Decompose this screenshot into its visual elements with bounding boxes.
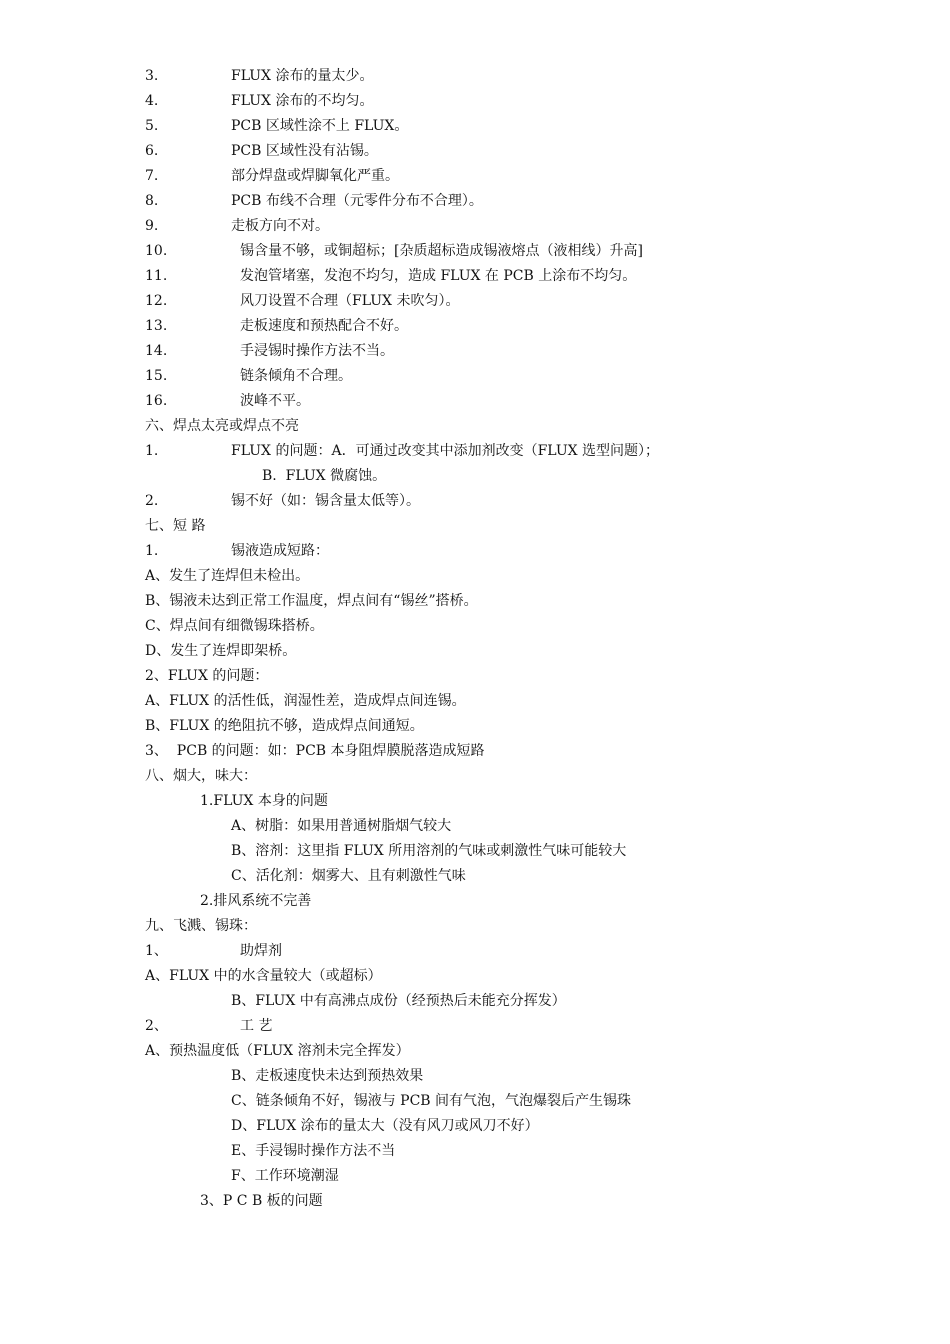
list-number: 16.	[145, 393, 168, 409]
section-heading: 九、飞溅、锡珠：	[145, 918, 257, 934]
list-number: 7.	[145, 168, 159, 184]
list-subitem-text: A、树脂：如果用普通树脂烟气较大	[231, 818, 452, 834]
list-number: 11.	[145, 268, 168, 284]
list-item-text: 发泡管堵塞，发泡不均匀，造成 FLUX 在 PCB 上涂布不均匀。	[240, 268, 637, 284]
list-item-text: 3、P C B 板的问题	[200, 1193, 323, 1209]
list-number: 1.	[145, 543, 159, 559]
list-number: 3.	[145, 68, 159, 84]
list-subitem-text: F、工作环境潮湿	[231, 1168, 339, 1184]
list-number: 6.	[145, 143, 159, 159]
list-subitem-text: D、FLUX 涂布的量太大（没有风刀或风刀不好）	[231, 1118, 539, 1134]
list-number: 2.	[145, 493, 159, 509]
list-subitem-text: C、焊点间有细微锡珠搭桥。	[145, 618, 324, 634]
list-number: 2、	[145, 1018, 168, 1034]
list-subitem-text: A、预热温度低（FLUX 溶剂未完全挥发）	[145, 1043, 410, 1059]
list-item-text: PCB 区域性没有沾锡。	[231, 143, 378, 159]
list-item-text: FLUX 涂布的不均匀。	[231, 93, 374, 109]
list-number: 8.	[145, 193, 159, 209]
list-item-text: 锡含量不够，或铜超标；[杂质超标造成锡液熔点（液相线）升高]	[240, 243, 643, 259]
list-item-text: 工 艺	[240, 1018, 273, 1034]
list-number: 12.	[145, 293, 168, 309]
list-subitem-text: B、溶剂：这里指 FLUX 所用溶剂的气味或刺激性气味可能较大	[231, 843, 627, 859]
list-subitem-text: B、锡液未达到正常工作温度，焊点间有“锡丝”搭桥。	[145, 593, 478, 609]
list-subitem-text: D、发生了连焊即架桥。	[145, 643, 297, 659]
list-number: 9.	[145, 218, 159, 234]
list-subitem-text: B. FLUX 微腐蚀。	[262, 468, 387, 484]
list-subitem-text: C、活化剂：烟雾大、且有刺激性气味	[231, 868, 466, 884]
list-item-text: 走板速度和预热配合不好。	[240, 318, 408, 334]
section-heading: 六、焊点太亮或焊点不亮	[145, 418, 299, 434]
list-item-text: PCB 布线不合理（元零件分布不合理）。	[231, 193, 483, 209]
list-item-text: 走板方向不对。	[231, 218, 329, 234]
list-item-text: 1.FLUX 本身的问题	[200, 793, 328, 809]
list-number: 1.	[145, 443, 159, 459]
list-item-text: 锡不好（如：锡含量太低等）。	[231, 493, 420, 509]
list-subitem-text: B、FLUX 的绝阻抗不够，造成焊点间通短。	[145, 718, 424, 734]
list-item-text: PCB 区域性涂不上 FLUX。	[231, 118, 409, 134]
list-item-text: 手浸锡时操作方法不当。	[240, 343, 394, 359]
section-heading: 八、烟大，味大：	[145, 768, 257, 784]
list-subitem-text: E、手浸锡时操作方法不当	[231, 1143, 396, 1159]
list-number: 5.	[145, 118, 159, 134]
list-item-text: FLUX 涂布的量太少。	[231, 68, 374, 84]
list-number: 13.	[145, 318, 168, 334]
list-subitem-text: B、FLUX 中有高沸点成份（经预热后未能充分挥发）	[231, 993, 566, 1009]
list-number: 10.	[145, 243, 168, 259]
list-item-text: 3、 PCB 的问题：如：PCB 本身阻焊膜脱落造成短路	[145, 743, 485, 759]
list-number: 1、	[145, 943, 168, 959]
list-item-text: FLUX 的问题：A．可通过改变其中添加剂改变（FLUX 选型问题）；	[231, 443, 660, 459]
list-number: 15.	[145, 368, 168, 384]
list-item-text: 链条倾角不合理。	[240, 368, 352, 384]
list-number: 14.	[145, 343, 168, 359]
list-item-text: 2.排风系统不完善	[200, 893, 312, 909]
list-item-text: 2、FLUX 的问题：	[145, 668, 269, 684]
list-subitem-text: C、链条倾角不好，锡液与 PCB 间有气泡，气泡爆裂后产生锡珠	[231, 1093, 632, 1109]
list-subitem-text: A、FLUX 中的水含量较大（或超标）	[145, 968, 382, 984]
list-item-text: 部分焊盘或焊脚氧化严重。	[231, 168, 399, 184]
list-subitem-text: A、发生了连焊但未检出。	[145, 568, 310, 584]
list-subitem-text: B、走板速度快未达到预热效果	[231, 1068, 424, 1084]
list-item-text: 锡液造成短路：	[231, 543, 329, 559]
list-item-text: 风刀设置不合理（FLUX 未吹匀）。	[240, 293, 460, 309]
list-subitem-text: A、FLUX 的活性低，润湿性差，造成焊点间连锡。	[145, 693, 466, 709]
list-number: 4.	[145, 93, 159, 109]
list-item-text: 助焊剂	[240, 943, 282, 959]
section-heading: 七、短 路	[145, 518, 206, 534]
list-item-text: 波峰不平。	[240, 393, 310, 409]
